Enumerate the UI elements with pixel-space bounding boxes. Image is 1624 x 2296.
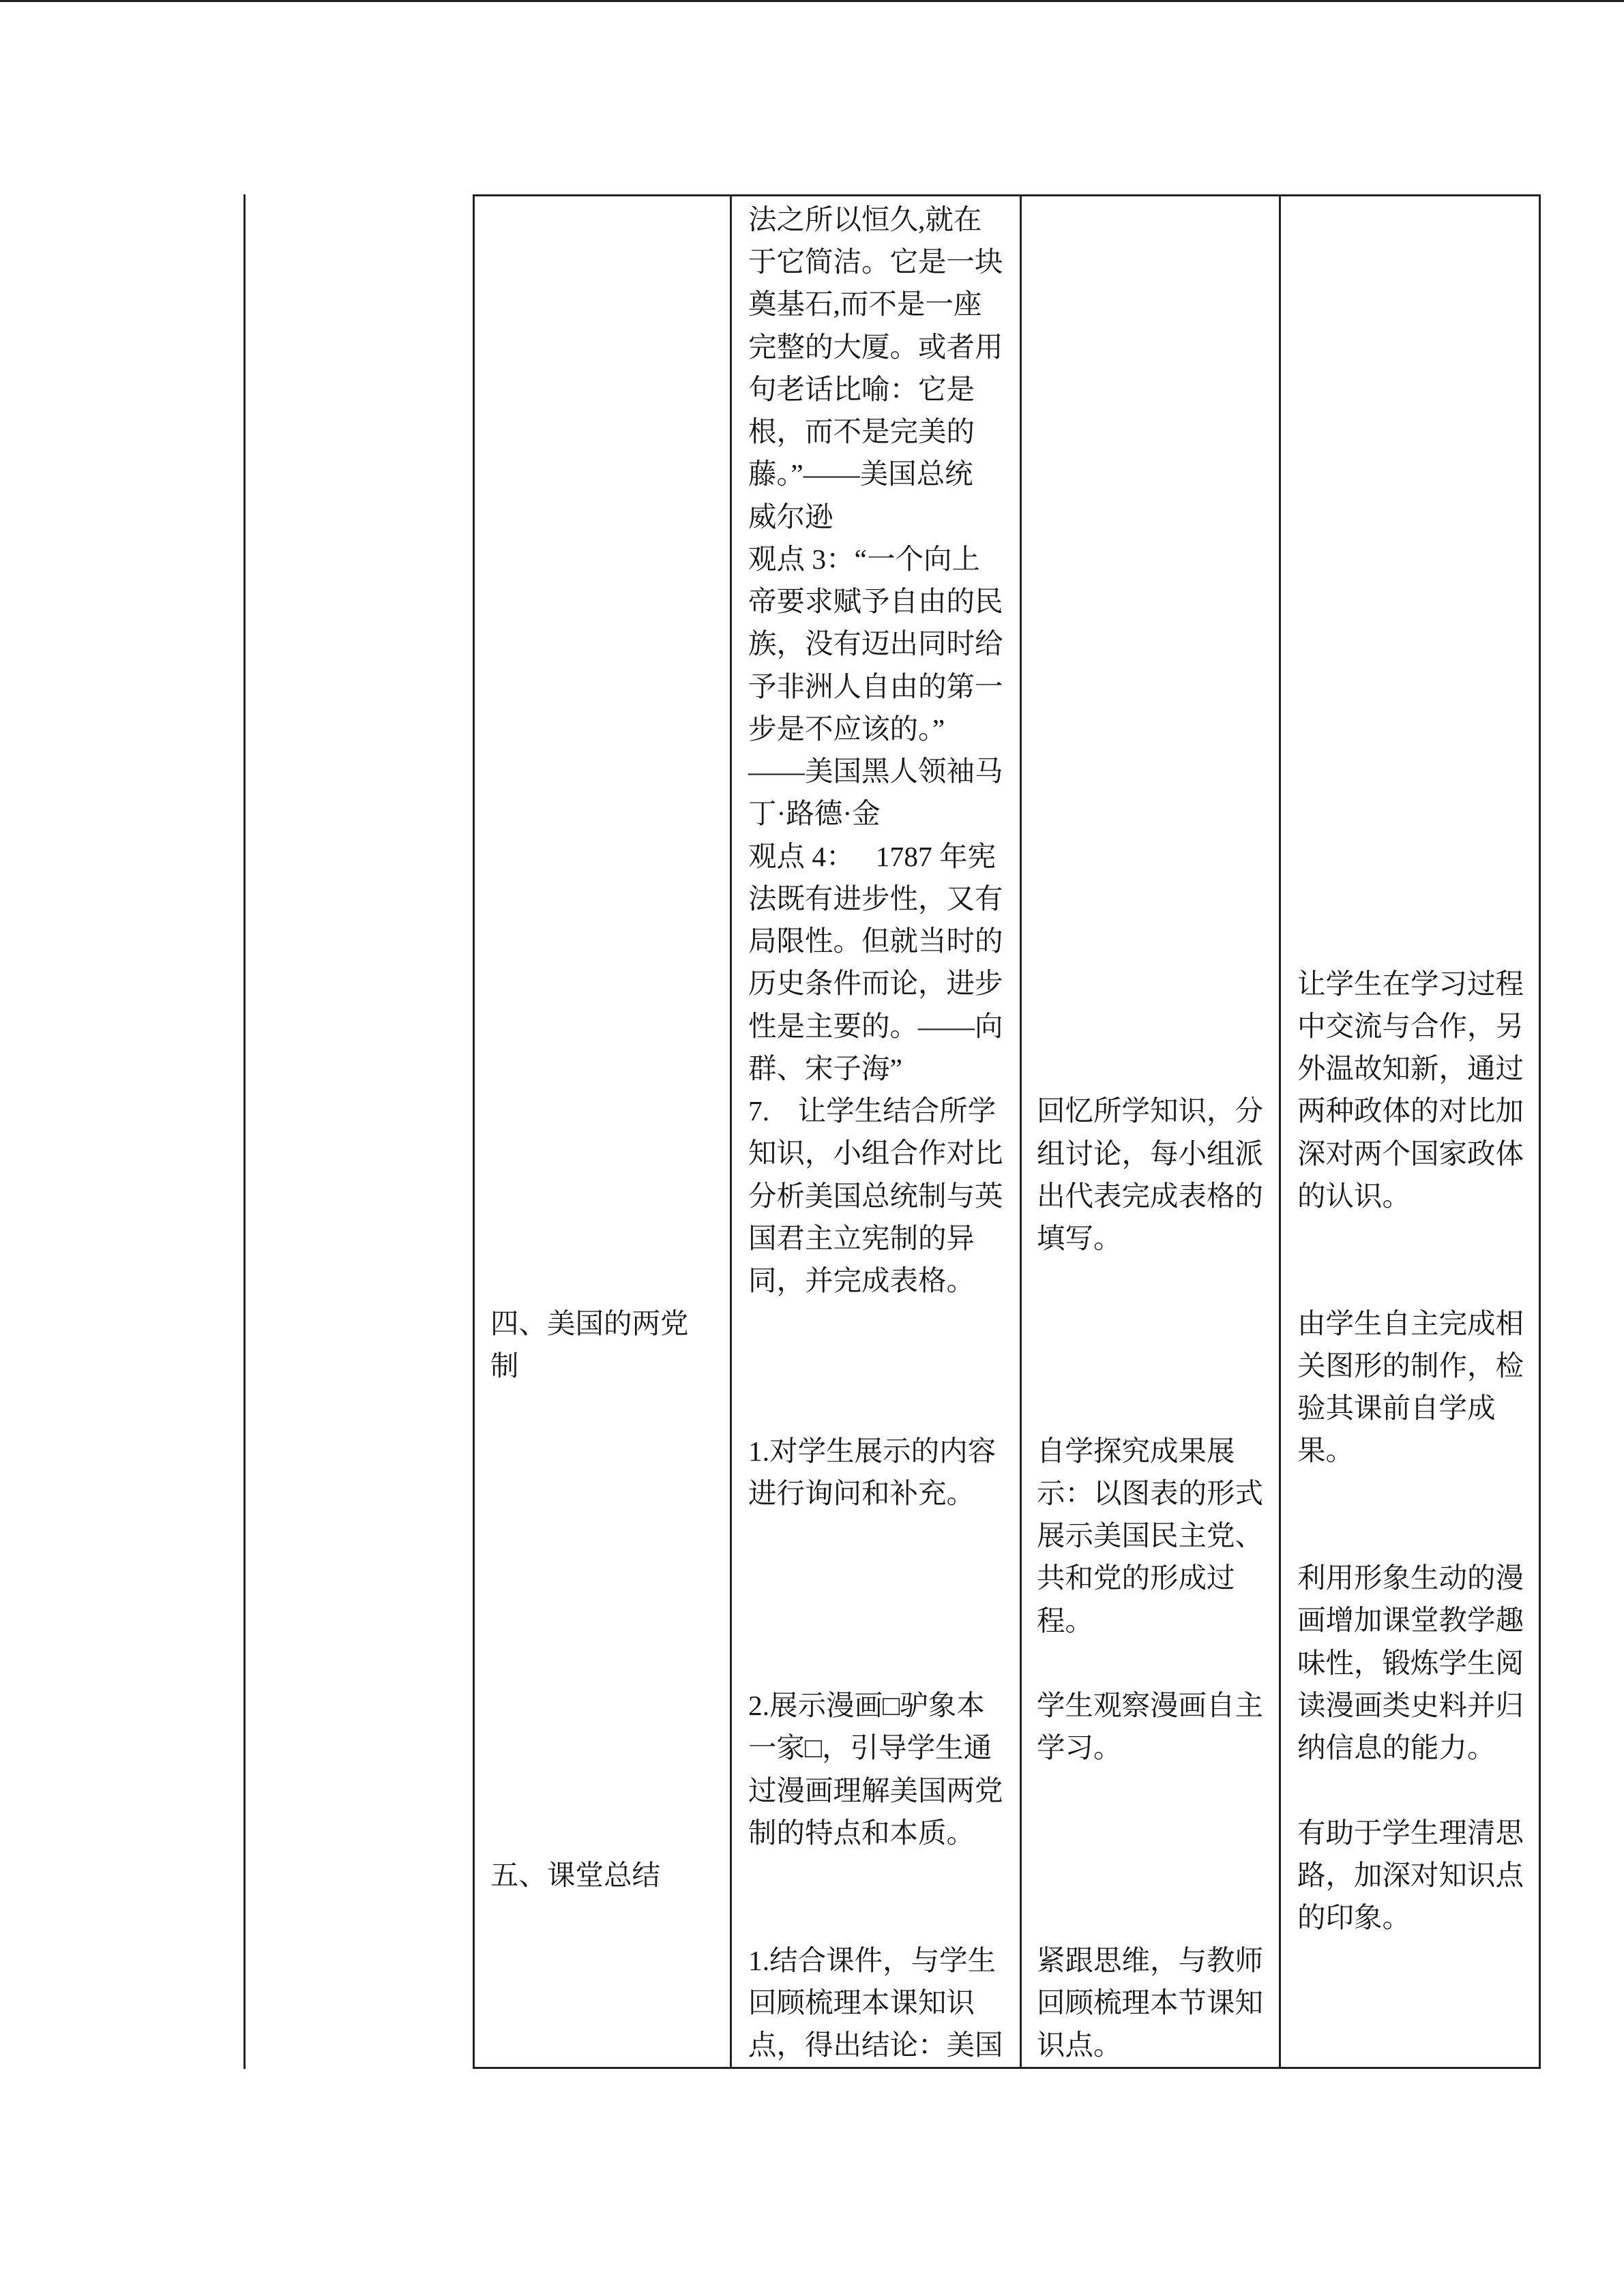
text-line: 的印象。 <box>1297 1902 1411 1934</box>
text-line: 味性，锻炼学生阅 <box>1297 1647 1524 1679</box>
student-activity-paragraph <box>1037 1430 1263 1642</box>
text-line: 制的特点和本质。 <box>748 1817 975 1849</box>
text-line: 丁·路德·金 <box>748 798 881 830</box>
text-line: 分析美国总统制与英 <box>748 1180 1003 1212</box>
teacher-activity-paragraph <box>748 1939 1003 2067</box>
text-line: 两种政体的对比加 <box>1297 1095 1524 1127</box>
text-line: 共和党的形成过 <box>1037 1562 1235 1594</box>
text-line: 一家□，引导学生通 <box>748 1732 992 1764</box>
text-line: 让学生在学习过程 <box>1297 968 1524 1000</box>
text-line: 局限性。但就当时的 <box>748 925 1003 957</box>
text-line: 进行询问和补充。 <box>748 1477 975 1509</box>
text-line: 1.结合课件，与学生 <box>748 1944 996 1976</box>
page-top-edge <box>0 0 1624 2</box>
text-line: 予非洲人自由的第一 <box>748 670 1003 702</box>
text-line: 程。 <box>1037 1605 1094 1637</box>
text-line: 观点 3：“一个向上 <box>748 543 981 575</box>
text-line: 完整的大厦。或者用 <box>748 331 1003 363</box>
text-line: 回顾梳理本节课知 <box>1037 1986 1264 2018</box>
teacher-activity-paragraph <box>748 538 1003 835</box>
text-line: 1.对学生展示的内容 <box>748 1435 996 1467</box>
text-line: 藤。”——美国总统 <box>748 458 973 490</box>
text-line: 同，并完成表格。 <box>748 1265 975 1297</box>
text-line: 观点 4： 1787 年宪 <box>748 840 996 872</box>
text-line: 果。 <box>1297 1435 1355 1467</box>
text-line: 路，加深对知识点 <box>1297 1860 1524 1892</box>
text-line: 帝要求赋予自由的民 <box>748 586 1003 618</box>
text-line: 回顾梳理本课知识 <box>748 1986 975 2018</box>
text-line: 有助于学生理清思 <box>1297 1817 1524 1849</box>
text-line: 四、美国的两党 <box>490 1307 689 1339</box>
text-line: 识点。 <box>1037 2029 1122 2061</box>
text-line: 群、宋子海” <box>748 1052 902 1084</box>
text-line: 外温故知新，通过 <box>1297 1053 1524 1085</box>
text-line: ——美国黑人领袖马 <box>748 756 1003 788</box>
text-line: 关图形的制作，检 <box>1297 1350 1524 1382</box>
text-line: 画增加课堂教学趣 <box>1297 1605 1524 1637</box>
teacher-activity-paragraph <box>748 198 1003 538</box>
text-line: 族，没有迈出同时给 <box>748 628 1003 660</box>
teacher-activity-paragraph <box>748 1090 1003 1302</box>
stage-paragraph <box>490 1854 660 1896</box>
text-line: 紧跟思维，与教师 <box>1037 1944 1264 1976</box>
design-purpose-paragraph <box>1297 963 1524 1218</box>
column-divider-1 <box>730 194 732 2069</box>
design-purpose-paragraph <box>1297 1812 1524 1939</box>
text-line: 于它简洁。它是一块 <box>748 246 1003 278</box>
column-divider-2 <box>1020 194 1022 2069</box>
text-line: 学习。 <box>1037 1732 1122 1764</box>
teacher-activity-paragraph <box>748 1684 1003 1854</box>
text-line: 学生观察漫画自主 <box>1037 1690 1264 1721</box>
text-line: 制 <box>490 1350 519 1382</box>
teacher-activity-block <box>748 198 1003 1302</box>
text-line: 纳信息的能力。 <box>1297 1732 1496 1764</box>
text-line: 中交流与合作，另 <box>1297 1010 1524 1042</box>
text-line: 回忆所学知识，分 <box>1037 1095 1264 1127</box>
text-line: 读漫画类史料并归 <box>1297 1689 1524 1721</box>
text-line: 根，而不是完美的 <box>748 416 975 448</box>
column-divider-3 <box>1279 194 1281 2069</box>
text-line: 出代表完成表格的 <box>1037 1180 1264 1212</box>
text-line: 展示美国民主党、 <box>1037 1520 1264 1551</box>
text-line: 威尔逊 <box>748 501 833 533</box>
text-line: 组讨论，每小组派 <box>1037 1137 1264 1169</box>
text-line: 法之所以恒久,就在 <box>748 203 982 235</box>
text-line: 由学生自主完成相 <box>1297 1307 1524 1339</box>
text-line: 深对两个国家政体 <box>1297 1137 1524 1169</box>
text-line: 示：以图表的形式 <box>1037 1477 1264 1509</box>
text-line: 填写。 <box>1037 1223 1122 1255</box>
text-line: 句老话比喻：它是 <box>748 373 975 405</box>
student-activity-paragraph <box>1037 1090 1263 1259</box>
student-activity-paragraph <box>1037 1684 1263 1770</box>
text-line: 利用形象生动的漫 <box>1297 1562 1524 1594</box>
text-line: 奠基石,而不是一座 <box>748 288 982 320</box>
teacher-activity-paragraph <box>748 1430 996 1515</box>
text-line: 五、课堂总结 <box>490 1860 661 1892</box>
text-line: 点，得出结论：美国 <box>748 2029 1003 2061</box>
text-line: 7. 让学生结合所学 <box>748 1095 996 1127</box>
text-line: 法既有进步性，又有 <box>748 882 1003 914</box>
text-line: 过漫画理解美国两党 <box>748 1774 1003 1806</box>
text-line: 自学探究成果展 <box>1037 1435 1235 1467</box>
text-line: 国君主立宪制的异 <box>748 1222 975 1254</box>
text-line: 的认识。 <box>1297 1180 1411 1212</box>
text-line: 步是不应该的。” <box>748 713 945 745</box>
outer-table-left-border <box>243 194 246 2069</box>
teacher-activity-paragraph <box>748 835 1003 1090</box>
design-purpose-paragraph <box>1297 1557 1524 1769</box>
stage-paragraph <box>490 1302 689 1388</box>
text-line: 历史条件而论，进步 <box>748 968 1003 1000</box>
text-line: 2.展示漫画□驴象本 <box>748 1690 985 1721</box>
student-activity-paragraph <box>1037 1939 1263 2067</box>
text-line: 知识，小组合作对比 <box>748 1137 1003 1169</box>
text-line: 性是主要的。——向 <box>748 1010 1003 1042</box>
design-purpose-paragraph <box>1297 1302 1524 1472</box>
text-line: 验其课前自学成 <box>1297 1392 1496 1425</box>
